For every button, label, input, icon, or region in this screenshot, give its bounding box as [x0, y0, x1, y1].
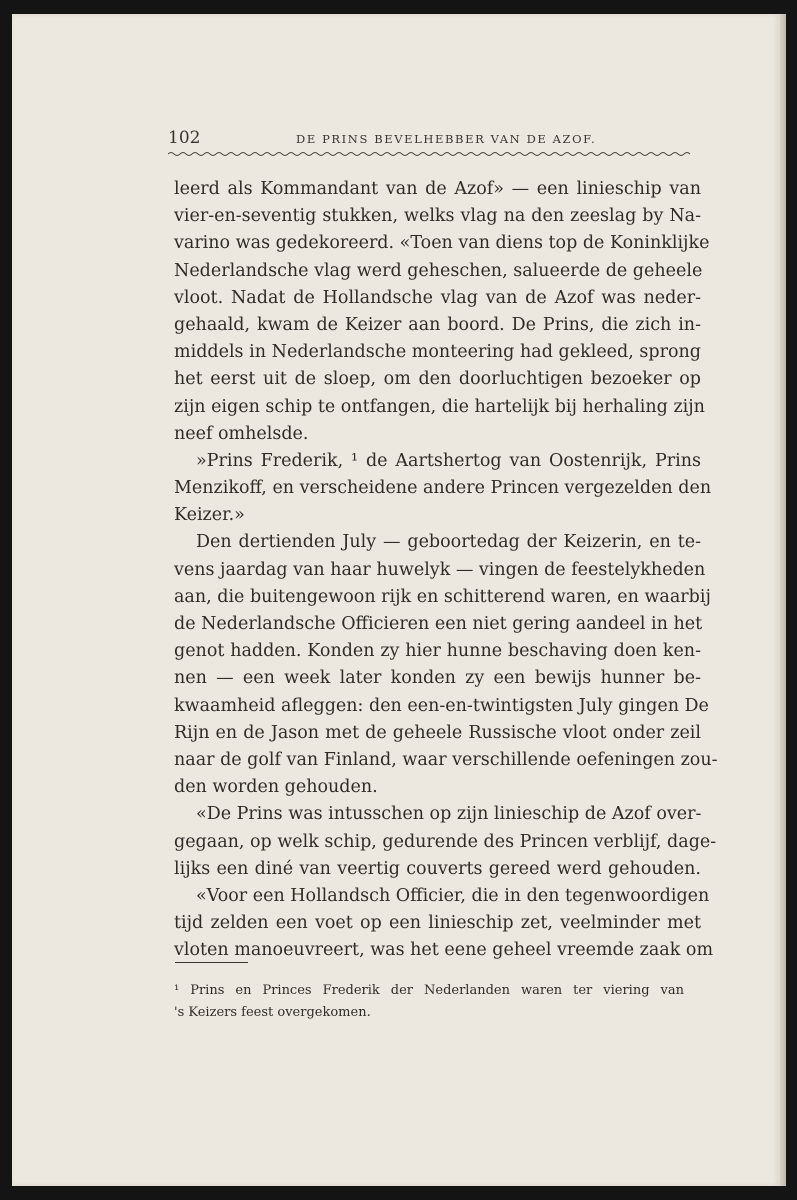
text-line: zijn eigen schip te ontfangen, die hartelijk bij herhaling zijn: [174, 396, 705, 417]
text-line: vier-en-seventig stukken, welks vlag na den zeeslag by Na-: [174, 206, 701, 227]
text-line: middels in Nederlandsche monteering had gekleed, sprong: [174, 342, 701, 363]
running-title: DE PRINS BEVELHEBBER VAN DE AZOF.: [296, 132, 597, 146]
body-text: [174, 176, 718, 964]
page-header: [168, 128, 692, 158]
footnote-line: ¹ Prins en Princes Frederik der Nederlanden waren ter viering van: [174, 983, 684, 998]
text-line: Keizer.»: [174, 505, 245, 526]
text-line: varino was gedekoreerd. «Toen van diens top de Koninklijke: [174, 233, 710, 254]
text-line: lijks een diné van veertig couverts gereed werd gehouden.: [174, 858, 701, 879]
text-line: het eerst uit de sloep, om den doorluchtigen bezoeker op: [174, 369, 701, 390]
text-line: neef omhelsde.: [174, 423, 309, 444]
text-line: »Prins Frederik, ¹ de Aartshertog van Oostenrijk, Prins: [196, 450, 701, 471]
text-line: gegaan, op welk schip, gedurende des Princen verblijf, dage-: [174, 831, 717, 852]
text-line: «Voor een Hollandsch Officier, die in den tegenwoordigen: [196, 885, 710, 906]
text-line: vens jaardag van haar huwelyk — vingen de feestelykheden: [174, 559, 706, 580]
footnote-line: 's Keizers feest overgekomen.: [174, 1005, 371, 1020]
text-line: Rijn en de Jason met de geheele Russische vloot onder zeil: [174, 722, 701, 743]
text-line: vloten manoeuvreert, was het eene geheel vreemde zaak om: [174, 940, 714, 961]
page-number: 102: [168, 128, 201, 148]
text-line: genot hadden. Konden zy hier hunne beschaving doen ken-: [174, 641, 701, 662]
text-line: kwaamheid afleggen: den een-en-twintigsten July gingen De: [174, 695, 709, 716]
text-line: de Nederlandsche Officieren een niet gering aandeel in het: [174, 614, 703, 634]
footnote-divider: [175, 962, 248, 963]
page-edge: [780, 14, 786, 1186]
text-line: aan, die buitengewoon rijk en schitterend waren, en waarbij: [174, 586, 711, 607]
text-line: vloot. Nadat de Hollandsche vlag van de Azof was neder-: [174, 287, 701, 308]
text-line: den worden gehouden.: [174, 777, 378, 798]
text-line: naar de golf van Finland, waar verschillende oefeningen zou-: [174, 749, 718, 770]
wavy-rule-ornament: [168, 150, 692, 158]
text-line: Menzikoff, en verscheidene andere Princen vergezelden den: [174, 478, 712, 499]
text-line: tijd zelden een voet op een linieschip zet, veelminder met: [174, 913, 701, 934]
text-line: gehaald, kwam de Keizer aan boord. De Prins, die zich in-: [174, 314, 701, 335]
text-line: Nederlandsche vlag werd geheschen, salueerde de geheele: [174, 260, 703, 281]
text-line: nen — een week later konden zy een bewijs hunner be-: [174, 668, 701, 689]
text-line: Den dertienden July — geboortedag der Keizerin, en te-: [196, 532, 701, 553]
text-line: leerd als Kommandant van de Azof» — een linieschip van: [174, 179, 701, 199]
text-line: «De Prins was intusschen op zijn linieschip de Azof over-: [196, 804, 702, 825]
footnote: [174, 980, 684, 1024]
